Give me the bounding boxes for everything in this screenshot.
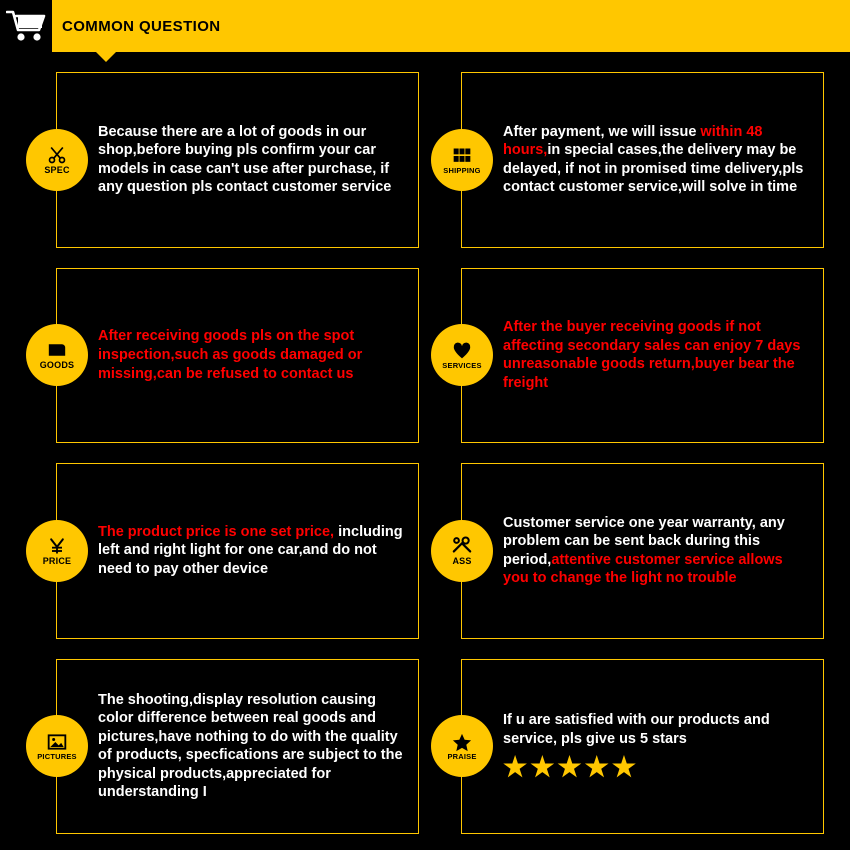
badge-spec <box>26 129 88 191</box>
badge-label: GOODS <box>39 360 75 371</box>
star-icon <box>452 732 472 752</box>
badge-services <box>431 324 493 386</box>
page-title: COMMON QUESTION <box>62 17 221 35</box>
grid-boxes-icon <box>452 146 472 166</box>
faq-card-praise <box>431 653 824 841</box>
header-title-bar <box>52 0 850 52</box>
faq-text-goods <box>98 327 419 383</box>
faq-text-after-sales <box>503 514 824 588</box>
page-header <box>0 0 850 52</box>
box-package-icon <box>47 340 67 360</box>
text-segment-highlight: The product price is one set price, <box>98 523 335 540</box>
picture-image-icon <box>47 732 67 752</box>
text-segment: in special cases,the delivery may be delayed, if not in promised time delivery,pls contact customer service,will solve in time <box>503 142 804 196</box>
badge-label: SERVICES <box>442 361 482 370</box>
faq-text-pictures <box>98 691 419 802</box>
cart-icon-container <box>0 0 52 52</box>
text-segment-highlight: After receiving goods pls on the spot inspection,such as goods damaged or missing,can be refused to contact us <box>98 328 363 382</box>
badge-goods <box>26 324 88 386</box>
faq-card-services <box>431 262 824 450</box>
shopping-cart-icon <box>6 9 46 43</box>
badge-label: ASS <box>452 555 472 566</box>
text-segment: After payment, we will issue <box>503 123 701 140</box>
faq-card-spec <box>26 66 419 254</box>
faq-card-goods <box>26 262 419 450</box>
badge-after-sales <box>431 520 493 582</box>
badge-label: PRAISE <box>447 752 477 761</box>
text-segment-highlight: within 48 hours, <box>503 123 763 159</box>
heart-icon <box>452 341 472 361</box>
text-segment: Customer service one year warranty, any problem can be sent back during this period, <box>503 514 785 568</box>
badge-pictures <box>26 715 88 777</box>
faq-text-spec <box>98 123 419 197</box>
text-segment-highlight: After the buyer receiving goods if not affecting secondary sales can enjoy 7 days unreasonable goods return,buyer bear the freight <box>503 319 801 391</box>
text-segment: The shooting,display resolution causing color difference between real goods and pictures,have nothing to do with the quality of products, specfications are subject to the physical products,appreciated for understanding I <box>98 691 403 801</box>
badge-label: SPEC <box>44 164 70 175</box>
yen-currency-icon <box>47 536 67 556</box>
faq-card-pictures <box>26 653 419 841</box>
badge-price <box>26 520 88 582</box>
faq-text-praise <box>503 711 824 781</box>
praise-text: If u are satisfied with our products and service, pls give us 5 stars <box>503 712 770 747</box>
text-segment: Because there are a lot of goods in our shop,before buying pls confirm your car models in case can't use after purchase, if any question pls contact customer service <box>98 123 392 196</box>
faq-card-price <box>26 457 419 645</box>
badge-shipping <box>431 129 493 191</box>
faq-grid <box>0 52 850 850</box>
text-segment-highlight: attentive customer service allows you to change the light no trouble <box>503 551 783 587</box>
faq-card-shipping <box>431 66 824 254</box>
faq-text-shipping <box>503 123 824 197</box>
badge-praise <box>431 715 493 777</box>
badge-label: PICTURES <box>37 752 77 761</box>
scissors-icon <box>47 145 67 165</box>
badge-label: PRICE <box>42 555 72 566</box>
text-segment: including left and right light for one car,and do not need to pay other device <box>98 523 403 578</box>
badge-label: SHIPPING <box>443 165 481 175</box>
faq-text-services <box>503 318 824 392</box>
wrench-screwdriver-icon <box>451 536 473 556</box>
star-rating: ★★★★★ <box>503 752 640 783</box>
faq-card-after-sales <box>431 457 824 645</box>
faq-text-price <box>98 523 419 579</box>
